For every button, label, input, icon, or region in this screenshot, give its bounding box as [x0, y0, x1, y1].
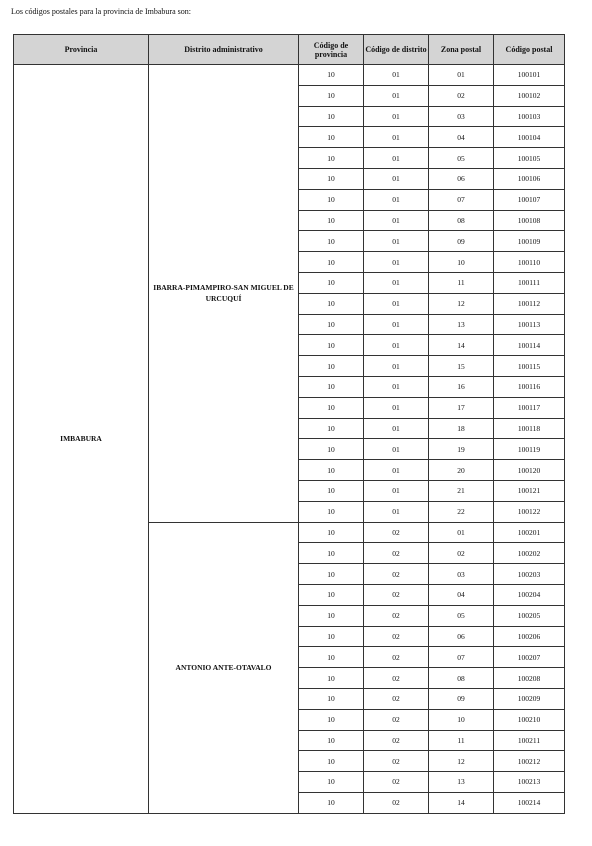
- zona-postal-cell: 05: [429, 148, 494, 169]
- codigo-postal-cell: 100105: [494, 148, 565, 169]
- codigo-distrito-cell: 01: [364, 127, 429, 148]
- codigo-distrito-cell: 01: [364, 501, 429, 522]
- codigo-postal-cell: 100204: [494, 584, 565, 605]
- codigo-postal-cell: 100205: [494, 605, 565, 626]
- codigo-distrito-cell: 01: [364, 314, 429, 335]
- codigo-postal-cell: 100207: [494, 647, 565, 668]
- codigo-provincia-cell: 10: [299, 314, 364, 335]
- zona-postal-cell: 14: [429, 335, 494, 356]
- codigo-provincia-cell: 10: [299, 480, 364, 501]
- codigo-distrito-cell: 02: [364, 564, 429, 585]
- codigo-postal-cell: 100202: [494, 543, 565, 564]
- header-codigo-distrito: Código de distrito: [364, 35, 429, 65]
- codigo-postal-cell: 100210: [494, 709, 565, 730]
- zona-postal-cell: 01: [429, 65, 494, 86]
- zona-postal-cell: 09: [429, 688, 494, 709]
- codigo-distrito-cell: 01: [364, 418, 429, 439]
- codigo-provincia-cell: 10: [299, 148, 364, 169]
- zona-postal-cell: 13: [429, 314, 494, 335]
- codigo-postal-cell: 100113: [494, 314, 565, 335]
- codigo-distrito-cell: 01: [364, 439, 429, 460]
- header-provincia: Provincia: [14, 35, 149, 65]
- codigo-provincia-cell: 10: [299, 356, 364, 377]
- codigo-provincia-cell: 10: [299, 792, 364, 813]
- zona-postal-cell: 15: [429, 356, 494, 377]
- zona-postal-cell: 09: [429, 231, 494, 252]
- codigo-provincia-cell: 10: [299, 626, 364, 647]
- header-zona-postal: Zona postal: [429, 35, 494, 65]
- codigo-postal-cell: 100214: [494, 792, 565, 813]
- provincia-cell: IMBABURA: [14, 65, 149, 814]
- zona-postal-cell: 06: [429, 626, 494, 647]
- codigo-provincia-cell: 10: [299, 210, 364, 231]
- zona-postal-cell: 04: [429, 584, 494, 605]
- zona-postal-cell: 11: [429, 730, 494, 751]
- codigo-provincia-cell: 10: [299, 189, 364, 210]
- codigo-distrito-cell: 01: [364, 272, 429, 293]
- zona-postal-cell: 22: [429, 501, 494, 522]
- codigo-provincia-cell: 10: [299, 501, 364, 522]
- codigo-provincia-cell: 10: [299, 647, 364, 668]
- codigo-provincia-cell: 10: [299, 418, 364, 439]
- codigo-provincia-cell: 10: [299, 231, 364, 252]
- codigo-provincia-cell: 10: [299, 397, 364, 418]
- zona-postal-cell: 02: [429, 85, 494, 106]
- codigo-postal-cell: 100203: [494, 564, 565, 585]
- codigo-postal-cell: 100103: [494, 106, 565, 127]
- zona-postal-cell: 16: [429, 376, 494, 397]
- codigo-provincia-cell: 10: [299, 460, 364, 481]
- zona-postal-cell: 02: [429, 543, 494, 564]
- codigo-distrito-cell: 02: [364, 543, 429, 564]
- codigo-postal-cell: 100119: [494, 439, 565, 460]
- codigo-provincia-cell: 10: [299, 522, 364, 543]
- table-row: [14, 65, 565, 86]
- codigo-distrito-cell: 01: [364, 460, 429, 481]
- table-header-row: [14, 35, 565, 65]
- zona-postal-cell: 07: [429, 647, 494, 668]
- codigo-postal-cell: 100121: [494, 480, 565, 501]
- distrito-cell: ANTONIO ANTE-OTAVALO: [149, 522, 299, 813]
- codigo-provincia-cell: 10: [299, 730, 364, 751]
- codigo-postal-cell: 100208: [494, 668, 565, 689]
- intro-text: Los códigos postales para la provincia de Imbabura son:: [11, 7, 191, 16]
- codigo-provincia-cell: 10: [299, 335, 364, 356]
- zona-postal-cell: 13: [429, 772, 494, 793]
- codigo-postal-cell: 100112: [494, 293, 565, 314]
- zona-postal-cell: 06: [429, 168, 494, 189]
- codigo-distrito-cell: 01: [364, 210, 429, 231]
- zona-postal-cell: 08: [429, 210, 494, 231]
- zona-postal-cell: 04: [429, 127, 494, 148]
- codigo-provincia-cell: 10: [299, 106, 364, 127]
- header-codigo-postal: Código postal: [494, 35, 565, 65]
- codigo-distrito-cell: 02: [364, 772, 429, 793]
- codigo-postal-cell: 100107: [494, 189, 565, 210]
- distrito-cell: IBARRA-PIMAMPIRO-SAN MIGUEL DE URCUQUÍ: [149, 65, 299, 523]
- codigo-distrito-cell: 01: [364, 231, 429, 252]
- codigo-distrito-cell: 02: [364, 688, 429, 709]
- zona-postal-cell: 03: [429, 564, 494, 585]
- codigo-postal-cell: 100116: [494, 376, 565, 397]
- codigo-distrito-cell: 01: [364, 65, 429, 86]
- zona-postal-cell: 10: [429, 709, 494, 730]
- codigo-postal-cell: 100101: [494, 65, 565, 86]
- codigo-distrito-cell: 01: [364, 480, 429, 501]
- codigo-postal-cell: 100201: [494, 522, 565, 543]
- codigo-postal-cell: 100213: [494, 772, 565, 793]
- codigo-distrito-cell: 01: [364, 335, 429, 356]
- codigo-provincia-cell: 10: [299, 168, 364, 189]
- codigo-provincia-cell: 10: [299, 376, 364, 397]
- codigo-postal-cell: 100117: [494, 397, 565, 418]
- codigo-postal-cell: 100114: [494, 335, 565, 356]
- zona-postal-cell: 12: [429, 751, 494, 772]
- zona-postal-cell: 14: [429, 792, 494, 813]
- codigo-postal-cell: 100106: [494, 168, 565, 189]
- codigo-distrito-cell: 01: [364, 168, 429, 189]
- postal-codes-table: [13, 34, 565, 814]
- codigo-postal-cell: 100211: [494, 730, 565, 751]
- codigo-distrito-cell: 01: [364, 376, 429, 397]
- codigo-postal-cell: 100120: [494, 460, 565, 481]
- zona-postal-cell: 19: [429, 439, 494, 460]
- codigo-provincia-cell: 10: [299, 439, 364, 460]
- zona-postal-cell: 05: [429, 605, 494, 626]
- codigo-postal-cell: 100209: [494, 688, 565, 709]
- codigo-distrito-cell: 01: [364, 356, 429, 377]
- codigo-distrito-cell: 02: [364, 792, 429, 813]
- codigo-postal-cell: 100109: [494, 231, 565, 252]
- codigo-provincia-cell: 10: [299, 709, 364, 730]
- codigo-provincia-cell: 10: [299, 272, 364, 293]
- zona-postal-cell: 12: [429, 293, 494, 314]
- zona-postal-cell: 08: [429, 668, 494, 689]
- codigo-postal-cell: 100122: [494, 501, 565, 522]
- codigo-distrito-cell: 02: [364, 584, 429, 605]
- codigo-provincia-cell: 10: [299, 688, 364, 709]
- header-codigo-provincia: Código de provincia: [299, 35, 364, 65]
- codigo-provincia-cell: 10: [299, 65, 364, 86]
- codigo-distrito-cell: 02: [364, 647, 429, 668]
- codigo-provincia-cell: 10: [299, 85, 364, 106]
- codigo-distrito-cell: 02: [364, 522, 429, 543]
- header-distrito: Distrito administrativo: [149, 35, 299, 65]
- zona-postal-cell: 17: [429, 397, 494, 418]
- codigo-distrito-cell: 02: [364, 668, 429, 689]
- codigo-provincia-cell: 10: [299, 252, 364, 273]
- codigo-provincia-cell: 10: [299, 584, 364, 605]
- codigo-postal-cell: 100110: [494, 252, 565, 273]
- codigo-provincia-cell: 10: [299, 564, 364, 585]
- codigo-postal-cell: 100111: [494, 272, 565, 293]
- zona-postal-cell: 11: [429, 272, 494, 293]
- codigo-postal-cell: 100206: [494, 626, 565, 647]
- zona-postal-cell: 03: [429, 106, 494, 127]
- codigo-postal-cell: 100118: [494, 418, 565, 439]
- codigo-provincia-cell: 10: [299, 751, 364, 772]
- codigo-distrito-cell: 01: [364, 148, 429, 169]
- codigo-distrito-cell: 01: [364, 252, 429, 273]
- codigo-distrito-cell: 02: [364, 626, 429, 647]
- codigo-postal-cell: 100212: [494, 751, 565, 772]
- zona-postal-cell: 20: [429, 460, 494, 481]
- codigo-distrito-cell: 02: [364, 709, 429, 730]
- codigo-distrito-cell: 01: [364, 397, 429, 418]
- codigo-distrito-cell: 01: [364, 189, 429, 210]
- codigo-distrito-cell: 02: [364, 751, 429, 772]
- codigo-postal-cell: 100102: [494, 85, 565, 106]
- codigo-postal-cell: 100104: [494, 127, 565, 148]
- codigo-distrito-cell: 01: [364, 85, 429, 106]
- codigo-distrito-cell: 01: [364, 293, 429, 314]
- codigo-postal-cell: 100108: [494, 210, 565, 231]
- codigo-distrito-cell: 02: [364, 605, 429, 626]
- table-body: [14, 65, 565, 814]
- codigo-distrito-cell: 02: [364, 730, 429, 751]
- codigo-provincia-cell: 10: [299, 668, 364, 689]
- codigo-provincia-cell: 10: [299, 605, 364, 626]
- zona-postal-cell: 21: [429, 480, 494, 501]
- codigo-postal-cell: 100115: [494, 356, 565, 377]
- codigo-distrito-cell: 01: [364, 106, 429, 127]
- zona-postal-cell: 18: [429, 418, 494, 439]
- zona-postal-cell: 01: [429, 522, 494, 543]
- codigo-provincia-cell: 10: [299, 127, 364, 148]
- zona-postal-cell: 10: [429, 252, 494, 273]
- codigo-provincia-cell: 10: [299, 543, 364, 564]
- codigo-provincia-cell: 10: [299, 772, 364, 793]
- zona-postal-cell: 07: [429, 189, 494, 210]
- codigo-provincia-cell: 10: [299, 293, 364, 314]
